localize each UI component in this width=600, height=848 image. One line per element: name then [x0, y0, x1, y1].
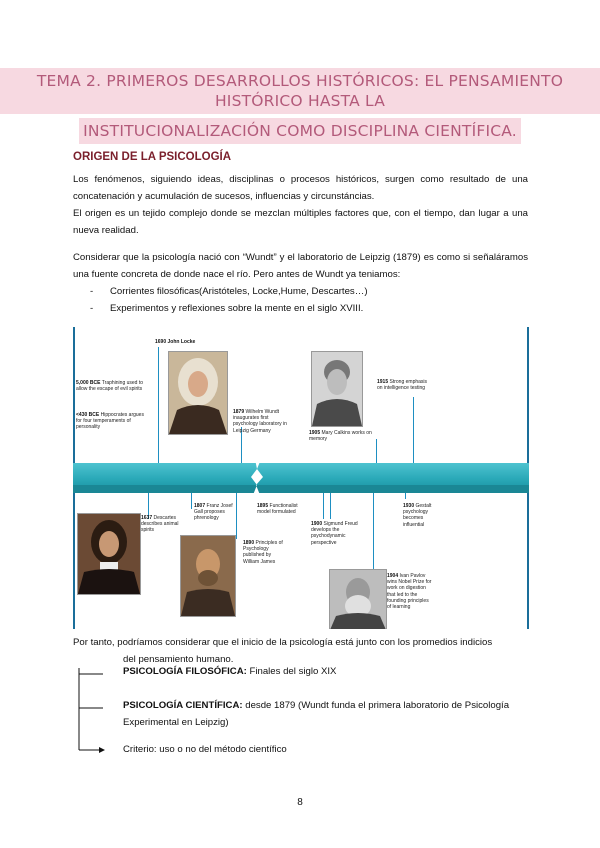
option-cientifica — [123, 697, 528, 731]
calkins-text: Mary Calkins works on memory — [309, 430, 372, 443]
paragraph-2: El origen es un tejido complejo donde se mezclan múltiples factores que, con el tiempo, dan lugar a una nueva realidad. — [73, 208, 528, 236]
option-filosofica — [123, 663, 528, 680]
filosofica-text: Finales del siglo XIX — [246, 666, 337, 677]
bullet-list — [90, 283, 368, 317]
locke-title: 1690 John Locke — [155, 339, 196, 345]
bullet-item: - Corrientes filosóficas(Aristóteles, Locke,Hume, Descartes…) — [90, 283, 368, 300]
gall-date: 1807 — [194, 503, 206, 509]
trephining-label — [76, 380, 146, 392]
james-label — [243, 540, 287, 565]
connector-line — [323, 489, 324, 519]
conclusion-line-1: Por tanto, podríamos considerar que el inicio de la psicología está junto con los promedios indicios — [73, 637, 493, 648]
binet-label — [377, 379, 433, 391]
pavlov-portrait — [329, 569, 387, 629]
criterio-text: Criterio: uso o no del método científico — [123, 744, 287, 755]
cientifica-text: desde 1879 (Wundt funda el primera laboratorio de Psicología Experimental en Leipzig) — [123, 700, 510, 728]
calkins-label — [309, 430, 377, 442]
gall-label — [194, 503, 242, 522]
bullet-item: - Experimentos y reflexiones sobre la mente en el siglo XVIII. — [90, 300, 368, 317]
wundt-text: Wilhelm Wundt inaugurates first psychology laboratory in Leipzig Germany — [233, 409, 287, 434]
james-portrait — [180, 535, 236, 617]
binet-text: Strong emphasis on intelligence testing — [377, 379, 428, 392]
pavlov-label — [387, 573, 433, 610]
connector-line — [330, 489, 331, 519]
section-heading: ORIGEN DE LA PSICOLOGÍA — [73, 151, 232, 163]
descartes-label — [141, 515, 191, 534]
freud-date: 1900 — [311, 521, 323, 527]
pavlov-date: 1904 — [387, 573, 399, 579]
gestalt-text: Gestalt psychology becomes influential — [403, 503, 432, 528]
conclusion-line-2: del pensamiento humano. — [123, 654, 234, 665]
functionalism-text: Functionalist model formulated — [257, 503, 298, 516]
timeline-band-shadow — [73, 485, 529, 493]
gestalt-date: 1930 — [403, 503, 415, 509]
pavlov-text: Ivan Pavlov wins Nobel Prize for work on digestion that led to the founding principles of learning — [387, 573, 432, 611]
wundt-label — [233, 409, 289, 434]
page-number: 8 — [297, 797, 303, 808]
timeline-break-icon — [251, 459, 265, 495]
bracket-arrow-diagram — [75, 666, 105, 756]
descartes-text: Descartes describes animal spirits — [141, 515, 179, 534]
paragraph-1: Los fenómenos, siguiendo ideas, disciplinas o procesos históricos, surgen como resultado de una concatenación y acumulación de sucesos, influencias y circunstáncias. — [73, 174, 528, 202]
descartes-date: 1637 — [141, 515, 153, 521]
gestalt-label — [403, 503, 443, 528]
wundt-date: 1879 — [233, 409, 245, 415]
calkins-date: 1905 — [309, 430, 321, 436]
title-line-1: TEMA 2. PRIMEROS DESARROLLOS HISTÓRICOS: EL PENSAMIENTO HISTÓRICO HASTA LA — [0, 68, 600, 114]
descartes-portrait — [77, 513, 141, 595]
cientifica-label: PSICOLOGÍA CIENTÍFICA: — [123, 700, 243, 711]
james-date: 1890 — [243, 540, 255, 546]
hippocrates-date: <430 BCE — [76, 412, 100, 418]
title-line-2: INSTITUCIONALIZACIÓN COMO DISCIPLINA CIENTÍFICA. — [79, 118, 521, 144]
connector-line — [376, 439, 377, 465]
locke-portrait — [168, 351, 228, 435]
trephining-text: Traphining used to allow the escape of evil spirits — [76, 380, 144, 393]
james-text: Principles of Psychology published by William James — [243, 540, 283, 565]
hippocrates-label — [76, 412, 146, 431]
page-title — [0, 68, 600, 148]
functionalism-date: 1895 — [257, 503, 269, 509]
paragraph-3: Considerar que la psicología nació con “Wundt” y el laboratorio de Leipzig (1879) es como si señaláramos una fuente concreta de donde nace el río. Pero antes de Wundt ya teniamos: — [73, 252, 528, 280]
freud-label — [311, 521, 367, 546]
connector-line — [373, 489, 374, 569]
connector-line — [413, 397, 414, 465]
connector-line — [158, 347, 159, 465]
filosofica-label: PSICOLOGÍA FILOSÓFICA: — [123, 666, 247, 677]
freud-text: Sigmund Freud develops the psychodynamic perspective — [311, 521, 358, 546]
psychology-timeline-figure — [73, 327, 529, 629]
trephining-date: 5,000 BCE — [76, 380, 101, 386]
binet-date: 1915 — [377, 379, 389, 385]
gall-text: Franz Josef Gall proposes phrenology — [194, 503, 233, 522]
locke-label — [155, 339, 195, 345]
hippocrates-text: Hippocrates argues for four temperaments of personality — [76, 412, 144, 431]
functionalism-label — [257, 503, 307, 515]
calkins-portrait — [311, 351, 363, 427]
